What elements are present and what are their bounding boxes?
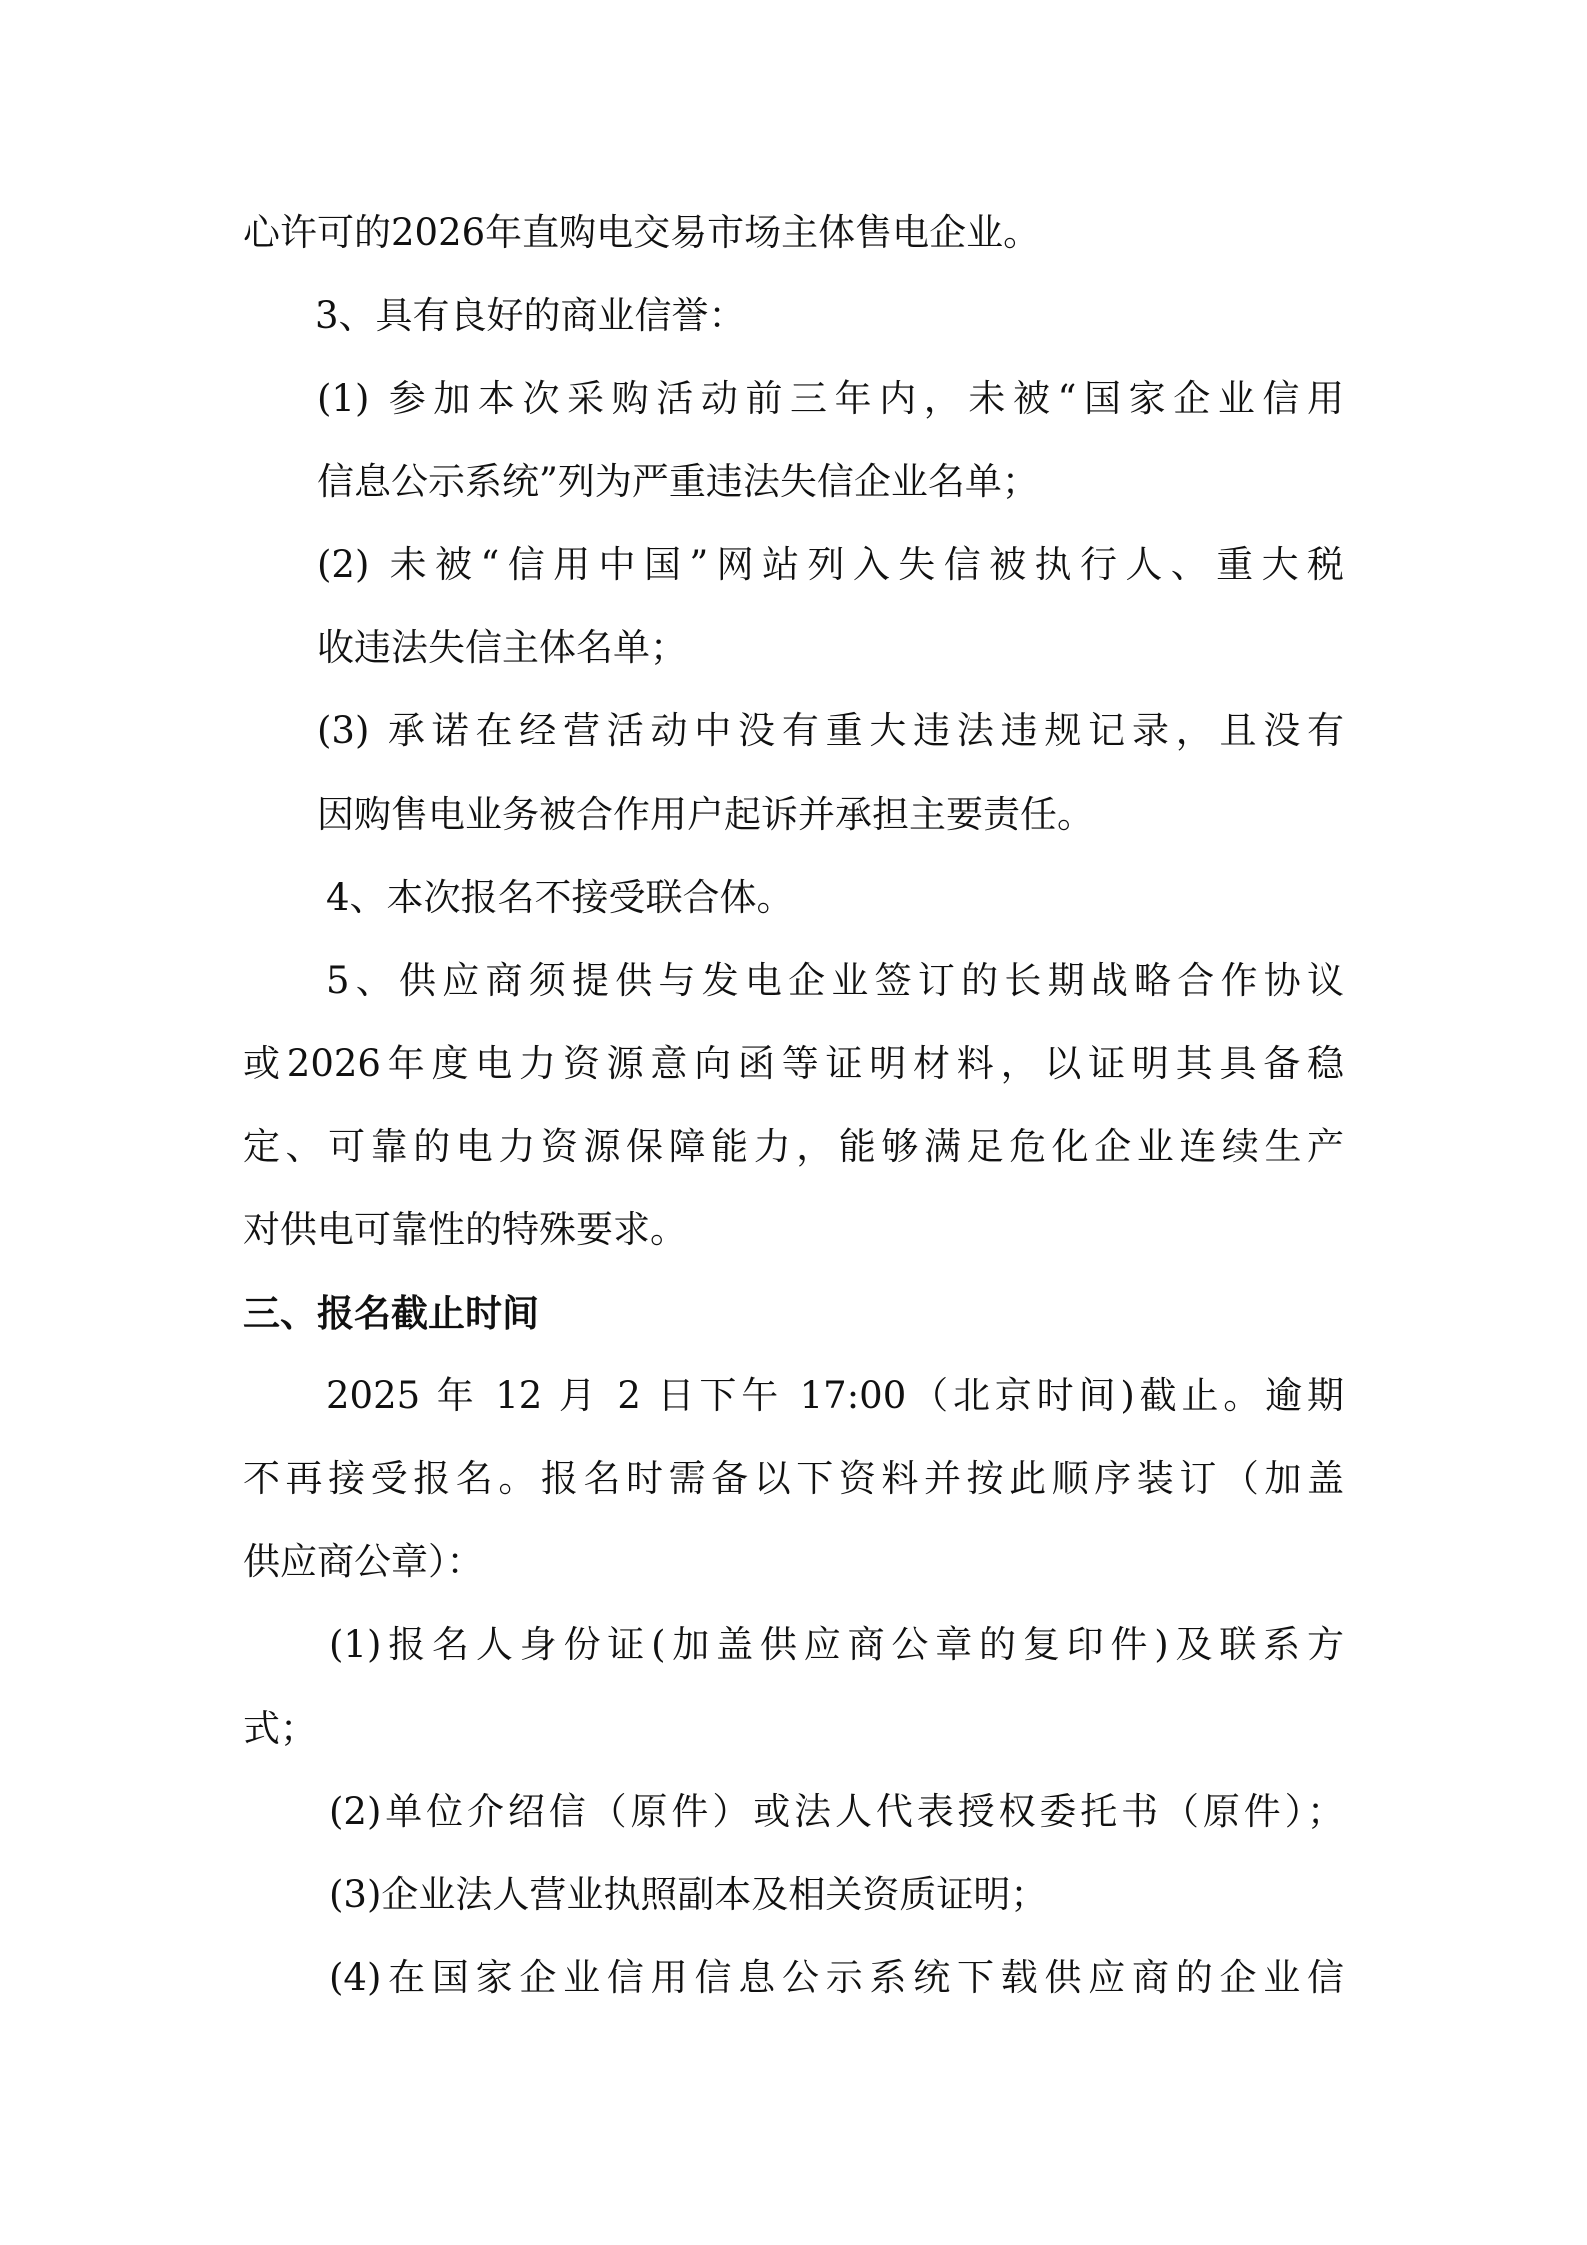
text-line: 式； [243, 1707, 317, 1750]
text-line: 因购售电业务被合作用户起诉并承担主要责任。 [317, 793, 1094, 836]
text-line: 收违法失信主体名单； [317, 626, 687, 669]
section-heading: 三、报名截止时间 [243, 1291, 539, 1335]
text-line: 心许可的2026年直购电交易市场主体售电企业。 [243, 211, 1041, 254]
text-line: 或2026年度电力资源意向函等证明材料，以证明其具备稳 [243, 1042, 1344, 1085]
text-line: 信息公示系统”列为严重违法失信企业名单； [317, 460, 1039, 503]
requirement-item: (2)单位介绍信（原件）或法人代表授权委托书（原件）； [329, 1790, 1344, 1833]
requirement-item: (1)报名人身份证(加盖供应商公章的复印件)及联系方 [329, 1623, 1344, 1666]
sub-item: (3) 承诺在经营活动中没有重大违法违规记录，且没有 [317, 709, 1344, 752]
list-item: 4、本次报名不接受联合体。 [326, 876, 794, 919]
text-line: 不再接受报名。报名时需备以下资料并按此顺序装订（加盖 [243, 1457, 1344, 1500]
list-item: 5、供应商须提供与发电企业签订的长期战略合作协议 [326, 959, 1344, 1002]
requirement-item: (4)在国家企业信用信息公示系统下载供应商的企业信 [329, 1956, 1344, 1999]
text-line: 对供电可靠性的特殊要求。 [243, 1208, 687, 1251]
text-line: 定、可靠的电力资源保障能力，能够满足危化企业连续生产 [243, 1125, 1344, 1168]
requirement-item: (3)企业法人营业执照副本及相关资质证明； [329, 1873, 1048, 1916]
text-line: 2025 年 12 月 2 日下午 17:00（北京时间)截止。逾期 [326, 1374, 1344, 1417]
sub-item: (2) 未被“信用中国”网站列入失信被执行人、重大税 [317, 543, 1344, 586]
sub-item: (1) 参加本次采购活动前三年内，未被“国家企业信用 [317, 377, 1344, 420]
list-item: 3、具有良好的商业信誉： [315, 294, 746, 337]
text-line: 供应商公章）： [243, 1540, 484, 1583]
